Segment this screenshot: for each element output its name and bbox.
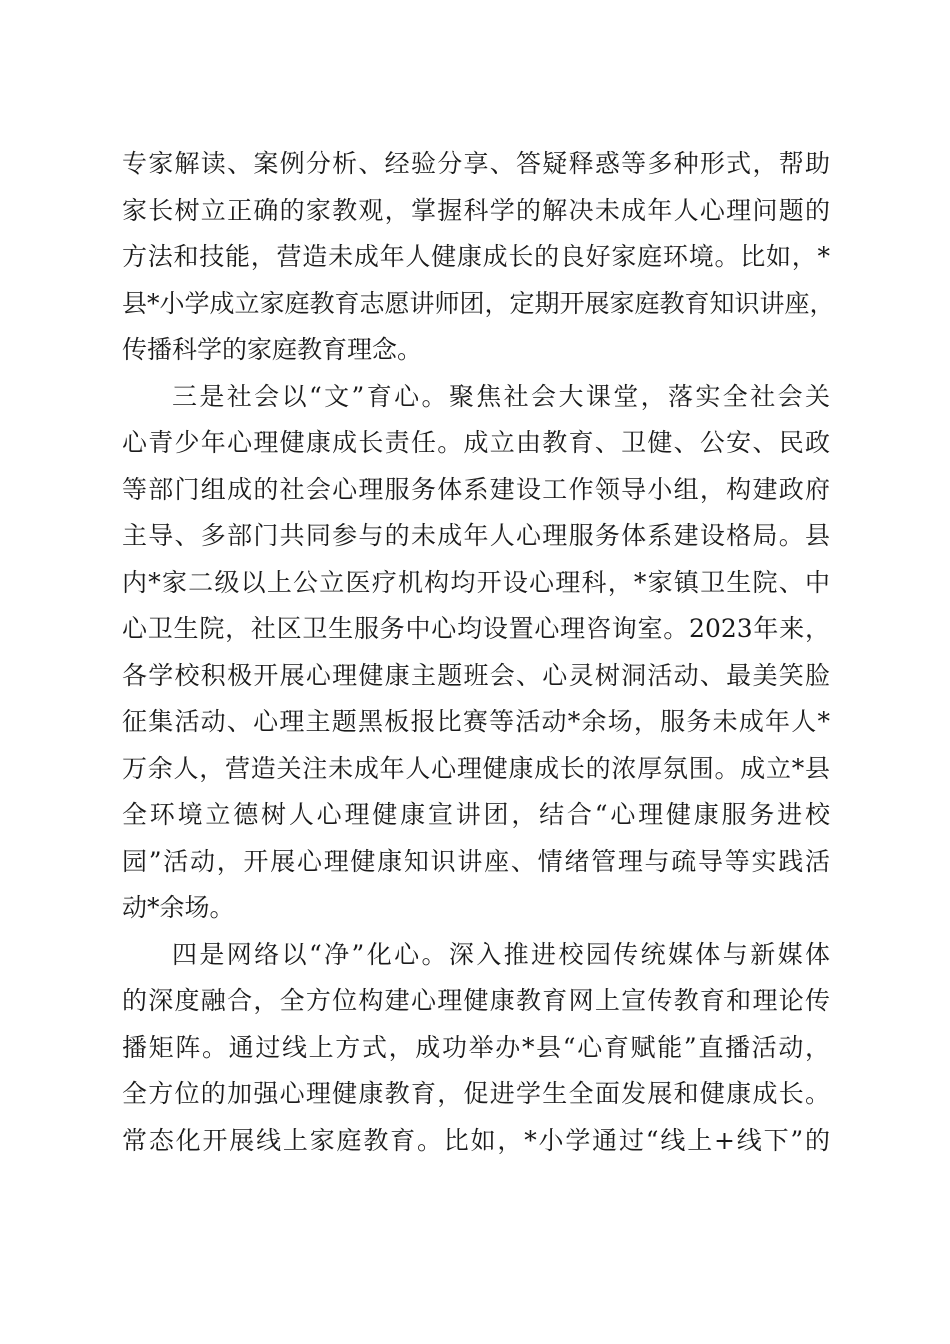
- text-line: 内*家二级以上公立医疗机构均开设心理科，*家镇卫生院、中: [122, 568, 830, 597]
- text-line: 常态化开展线上家庭教育。比如，*小学通过“线上+线下”的: [122, 1126, 830, 1155]
- text-line: 动*余场。: [122, 893, 235, 922]
- text-line: 心卫生院，社区卫生服务中心均设置心理咨询室。2023年来，: [122, 614, 830, 643]
- text-line: 方法和技能，营造未成年人健康成长的良好家庭环境。比如，*: [122, 242, 830, 271]
- text-line: 的深度融合，全方位构建心理健康教育网上宣传教育和理论传: [122, 986, 830, 1015]
- paragraph-heading-line: 四是网络以“净”化心。深入推进校园传统媒体与新媒体: [172, 940, 830, 969]
- text-line: 等部门组成的社会心理服务体系建设工作领导小组，构建政府: [122, 475, 830, 504]
- text-line: 万余人，营造关注未成年人心理健康成长的浓厚氛围。成立*县: [122, 754, 830, 783]
- text-line: 专家解读、案例分析、经验分享、答疑释惑等多种形式，帮助: [122, 149, 830, 178]
- text-line: 各学校积极开展心理健康主题班会、心灵树洞活动、最美笑脸: [122, 661, 830, 690]
- text-line: 园”活动，开展心理健康知识讲座、情绪管理与疏导等实践活: [122, 847, 830, 876]
- text-line: 心青少年心理健康成长责任。成立由教育、卫健、公安、民政: [122, 428, 830, 457]
- paragraph-heading-line: 三是社会以“文”育心。聚焦社会大课堂，落实全社会关: [172, 382, 830, 411]
- text-line: 全环境立德树人心理健康宣讲团，结合“心理健康服务进校: [122, 800, 830, 829]
- text-line: 全方位的加强心理健康教育，促进学生全面发展和健康成长。: [122, 1079, 830, 1108]
- text-line: 播矩阵。通过线上方式，成功举办*县“心育赋能”直播活动，: [122, 1033, 830, 1062]
- text-line: 县*小学成立家庭教育志愿讲师团，定期开展家庭教育知识讲座，: [122, 289, 835, 318]
- text-line: 家长树立正确的家教观，掌握科学的解决未成年人心理问题的: [122, 196, 830, 225]
- text-line: 传播科学的家庭教育理念。: [122, 335, 423, 364]
- text-line: 主导、多部门共同参与的未成年人心理服务体系建设格局。县: [122, 521, 830, 550]
- text-line: 征集活动、心理主题黑板报比赛等活动*余场，服务未成年人*: [122, 707, 830, 736]
